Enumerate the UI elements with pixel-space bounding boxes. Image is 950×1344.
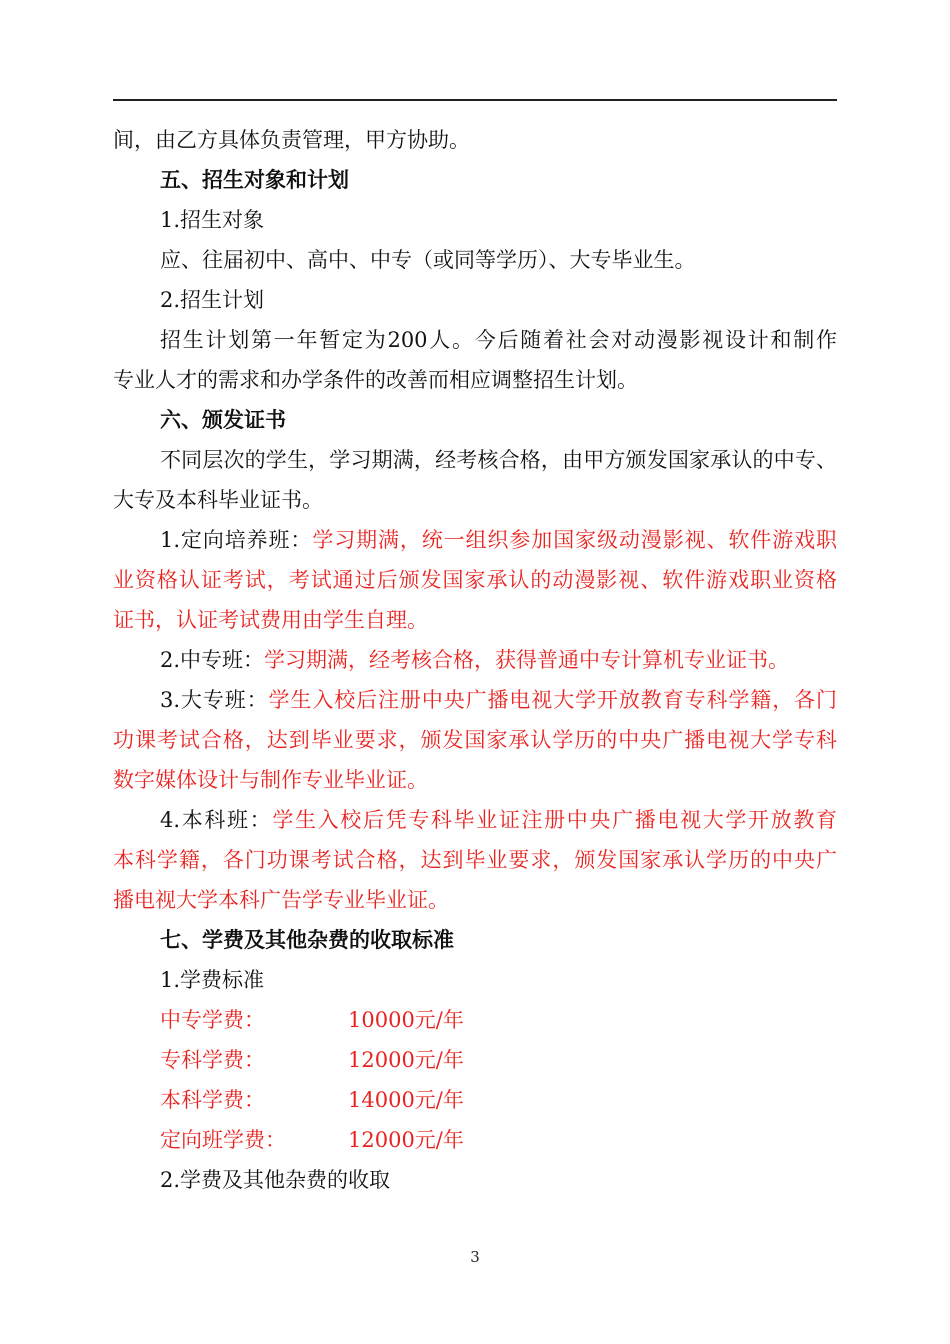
fee-label: 本科学费： [160, 1088, 265, 1112]
certificate-item-3 [160, 686, 837, 714]
section-heading-5: 五、招生对象和计划 [160, 168, 349, 192]
paragraph-line: 应、往届初中、高中、中专（或同等学历）、大专毕业生。 [160, 248, 696, 272]
fee-value: 10000元/年 [348, 1008, 464, 1032]
section-heading-6: 六、颁发证书 [160, 408, 286, 432]
paragraph-line: 功课考试合格，达到毕业要求，颁发国家承认学历的中央广播电视大学专科 [113, 728, 837, 752]
item-text: 学习期满，统一组织参加国家级动漫影视、软件游戏职 [312, 528, 837, 552]
fee-label: 中专学费： [160, 1008, 265, 1032]
item-label: 4.本科班： [160, 808, 273, 832]
paragraph-line: 证书，认证考试费用由学生自理。 [113, 608, 428, 632]
certificate-item-1 [160, 526, 837, 554]
item-text: 学生入校后凭专科毕业证注册中央广播电视大学开放教育 [272, 808, 837, 832]
paragraph-line: 数字媒体设计与制作专业毕业证。 [113, 768, 428, 792]
fee-label: 专科学费： [160, 1048, 265, 1072]
subheading-tuition-standard: 1.学费标准 [160, 968, 265, 992]
paragraph-line: 不同层次的学生，学习期满，经考核合格，由甲方颁发国家承认的中专、 [160, 448, 837, 472]
section-heading-7: 七、学费及其他杂费的收取标准 [160, 928, 454, 952]
item-label: 3.大专班： [160, 688, 269, 712]
item-label: 2.中专班： [160, 648, 265, 672]
subheading-enrollment-target: 1.招生对象 [160, 208, 265, 232]
paragraph-line: 业资格认证考试，考试通过后颁发国家承认的动漫影视、软件游戏职业资格 [113, 568, 837, 592]
paragraph-line: 本科学籍，各门功课考试合格，达到毕业要求，颁发国家承认学历的中央广 [113, 848, 837, 872]
item-text: 学生入校后注册中央广播电视大学开放教育专科学籍，各门 [268, 688, 837, 712]
fee-value: 12000元/年 [348, 1128, 464, 1152]
fee-value: 12000元/年 [348, 1048, 464, 1072]
subheading-fee-collection: 2.学费及其他杂费的收取 [160, 1168, 391, 1192]
paragraph-line: 招生计划第一年暂定为200人。今后随着社会对动漫影视设计和制作 [160, 328, 837, 352]
page-number: 3 [470, 1248, 480, 1266]
paragraph-line: 间，由乙方具体负责管理，甲方协助。 [113, 128, 470, 152]
certificate-item-4 [160, 806, 837, 834]
paragraph-line: 播电视大学本科广告学专业毕业证。 [113, 888, 449, 912]
item-label: 1.定向培养班： [160, 528, 313, 552]
fee-label: 定向班学费： [160, 1128, 286, 1152]
certificate-item-2 [160, 646, 837, 674]
paragraph-line: 专业人才的需求和办学条件的改善而相应调整招生计划。 [113, 368, 638, 392]
subheading-enrollment-plan: 2.招生计划 [160, 288, 265, 312]
fee-value: 14000元/年 [348, 1088, 464, 1112]
item-text: 学习期满，经考核合格，获得普通中专计算机专业证书。 [264, 648, 790, 672]
header-rule [113, 99, 837, 101]
paragraph-line: 大专及本科毕业证书。 [113, 488, 323, 512]
